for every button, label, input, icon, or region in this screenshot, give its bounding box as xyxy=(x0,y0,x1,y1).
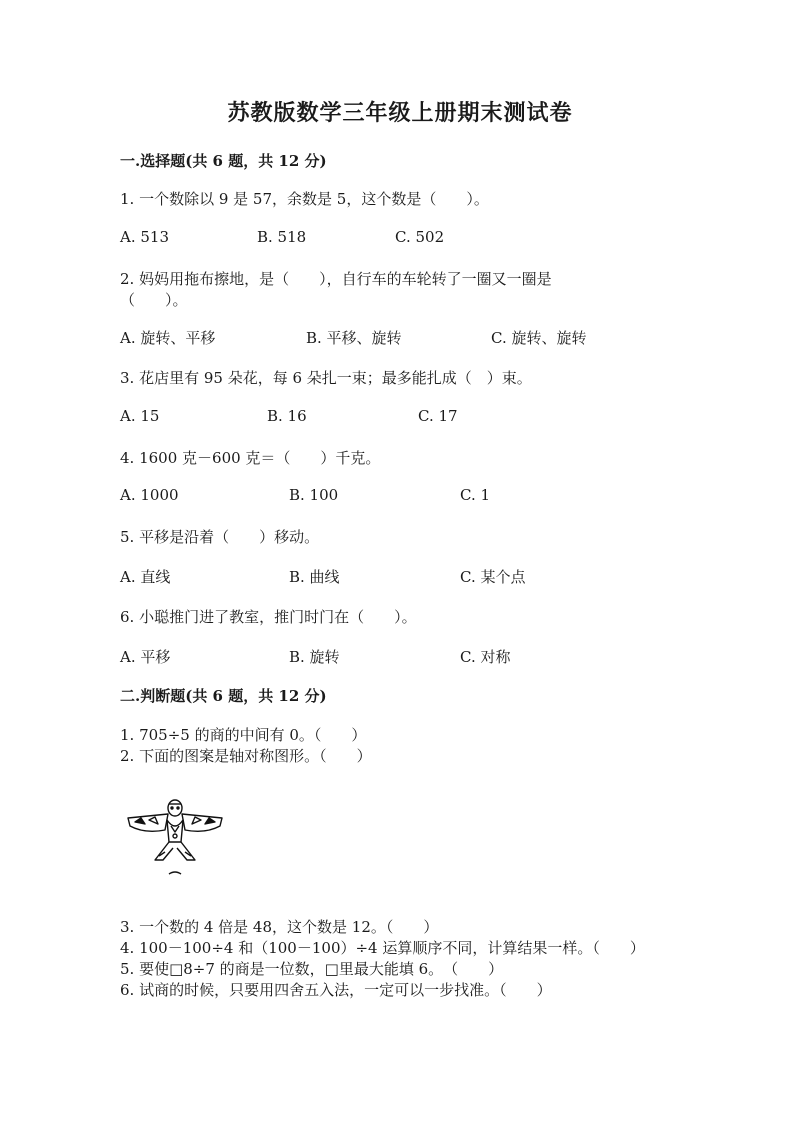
judgment-item: 6. 试商的时候，只要用四舍五入法，一定可以一步找准。（ ） xyxy=(120,981,552,999)
judgment-item: 1. 705÷5 的商的中间有 0。（ ） xyxy=(120,726,367,744)
section-heading-judgment: 二.判断题(共 6 题，共 12 分) xyxy=(120,687,327,705)
question-text-continued: （ ）。 xyxy=(120,291,188,309)
judgment-item: 2. 下面的图案是轴对称图形。（ ） xyxy=(120,747,372,765)
option-c: C. 某个点 xyxy=(460,568,526,586)
option-a: A. 平移 xyxy=(120,648,171,666)
question-text: 1. 一个数除以 9 是 57，余数是 5，这个数是（ ）。 xyxy=(120,190,489,208)
page-title: 苏教版数学三年级上册期末测试卷 xyxy=(227,100,573,126)
option-c: C. 旋转、旋转 xyxy=(491,329,587,347)
kite-figure xyxy=(125,798,225,878)
question-text: 4. 1600 克－600 克＝（ ）千克。 xyxy=(120,449,381,467)
option-b: B. 16 xyxy=(267,407,307,425)
option-c: C. 502 xyxy=(395,228,445,246)
option-c: C. 1 xyxy=(460,486,491,504)
option-b: B. 旋转 xyxy=(289,648,340,666)
option-b: B. 518 xyxy=(257,228,307,246)
option-a: A. 513 xyxy=(120,228,169,246)
section-heading-choice: 一.选择题(共 6 题，共 12 分) xyxy=(120,152,327,170)
judgment-item: 3. 一个数的 4 倍是 48，这个数是 12。（ ） xyxy=(120,918,439,936)
judgment-item: 4. 100－100÷4 和（100－100）÷4 运算顺序不同，计算结果一样。（ ） xyxy=(120,939,645,957)
question-text: 6. 小聪推门进了教室，推门时门在（ ）。 xyxy=(120,608,417,626)
option-a: A. 直线 xyxy=(120,568,171,586)
question-text: 2. 妈妈用拖布擦地，是（ ），自行车的车轮转了一圈又一圈是 xyxy=(120,270,552,288)
question-text: 5. 平移是沿着（ ）移动。 xyxy=(120,528,320,546)
option-c: C. 对称 xyxy=(460,648,511,666)
option-b: B. 100 xyxy=(289,486,339,504)
option-b: B. 曲线 xyxy=(289,568,340,586)
question-text: 3. 花店里有 95 朵花，每 6 朵扎一束；最多能扎成（ ）束。 xyxy=(120,369,532,387)
option-b: B. 平移、旋转 xyxy=(306,329,402,347)
judgment-item: 5. 要使□8÷7 的商是一位数，□里最大能填 6。 （ ） xyxy=(120,960,504,978)
option-a: A. 15 xyxy=(120,407,160,425)
option-a: A. 旋转、平移 xyxy=(120,329,216,347)
option-a: A. 1000 xyxy=(120,486,179,504)
option-c: C. 17 xyxy=(418,407,458,425)
